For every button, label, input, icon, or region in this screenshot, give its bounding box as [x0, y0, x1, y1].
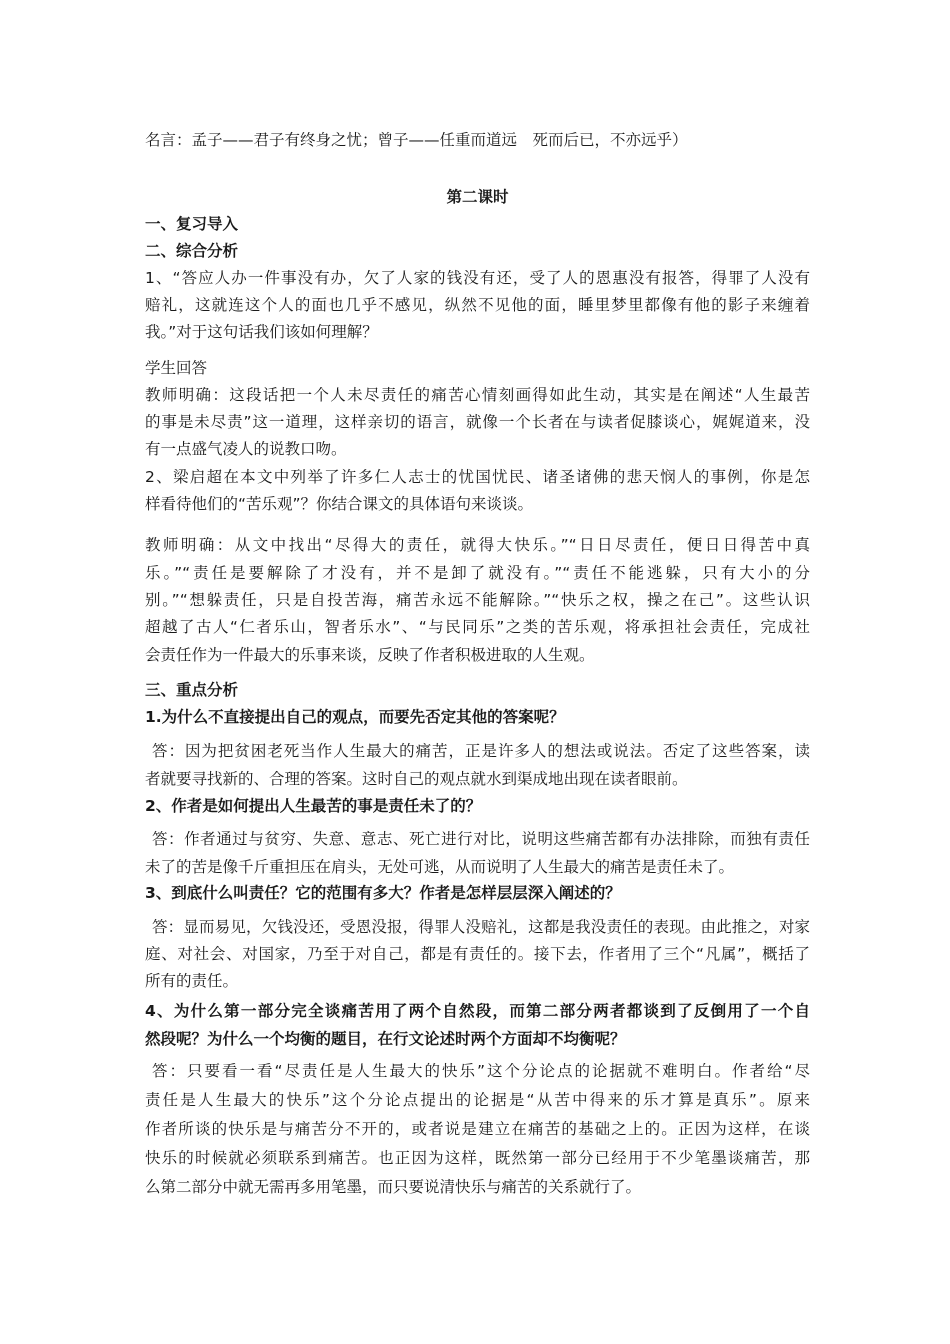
heading-analysis: 二、综合分析	[145, 242, 239, 260]
key-answer-3-line: 庭、对社会、对国家，乃至于对自己，都是有责任的。接下去，作者用了三个“凡属”，概括了	[145, 945, 810, 963]
question-1-line: 1、“答应人办一件事没有办，欠了人家的钱没有还，受了人的恩惠没有报答，得罪了人没有	[145, 269, 810, 287]
key-answer-2-line: 未了的苦是像千斤重担压在肩头，无处可逃，从而说明了人生最大的痛苦是责任未了。	[145, 858, 735, 876]
teacher-answer-1-line: 教师明确：这段话把一个人未尽责任的痛苦心情刻画得如此生动，其实是在阐述“人生最苦	[145, 386, 810, 404]
key-answer-4-line: 作者所谈的快乐是与痛苦分不开的，或者说是建立在痛苦的基础之上的。正因为这样，在谈	[145, 1120, 810, 1138]
teacher-answer-2-line: 教师明确：从文中找出“尽得大的责任，就得大快乐。”“日日尽责任，便日日得苦中真	[145, 536, 810, 554]
heading-key-analysis: 三、重点分析	[145, 681, 239, 699]
key-answer-2-line: 答：作者通过与贫穷、失意、意志、死亡进行对比，说明这些痛苦都有办法排除，而独有责任	[152, 830, 810, 848]
key-answer-4-line: 责任是人生最大的快乐”这个分论点提出的论据是“从苦中得来的乐才算是真乐”。原来	[145, 1091, 810, 1109]
teacher-answer-1-line: 有一点盛气凌人的说教口吻。	[145, 440, 347, 458]
teacher-answer-2-line: 别。”“想躲责任，只是自投苦海，痛苦永远不能解除。”“快乐之权，操之在己”。这些认识	[145, 591, 810, 609]
teacher-answer-2-line: 会责任作为一件最大的乐事来谈，反映了作者积极进取的人生观。	[145, 646, 595, 664]
key-answer-4-line: 快乐的时候就必须联系到痛苦。也正因为这样，既然第一部分已经用于不少笔墨谈痛苦，那	[145, 1149, 810, 1167]
key-question-3: 3、到底什么叫责任？它的范围有多大？作者是怎样层层深入阐述的？	[145, 884, 621, 902]
key-question-2: 2、作者是如何提出人生最苦的事是责任未了的？	[145, 797, 482, 815]
key-answer-3-line: 答：显而易见，欠钱没还，受恩没报，得罪人没赔礼，这都是我没责任的表现。由此推之，对家	[152, 918, 810, 936]
key-answer-4-line: 么第二部分中就无需再多用笔墨，而只要说清快乐与痛苦的关系就行了。	[145, 1178, 642, 1196]
teacher-answer-2-line: 超越了古人“仁者乐山，智者乐水”、“与民同乐”之类的苦乐观，将承担社会责任，完成社	[145, 618, 810, 636]
key-question-4-line: 然段呢？为什么一个均衡的题目，在行文论述时两个方面却不均衡呢？	[145, 1030, 626, 1048]
heading-review: 一、复习导入	[145, 215, 239, 233]
question-2-line: 样看待他们的“苦乐观”？你结合课文的具体语句来谈谈。	[145, 495, 534, 513]
quote-line: 名言：孟子——君子有终身之忧；曾子——任重而道远 死而后已，不亦远乎）	[145, 131, 688, 149]
section-title: 第二课时	[446, 188, 509, 206]
key-answer-4-line: 答：只要看一看“尽责任是人生最大的快乐”这个分论点的论据就不难明白。作者给“尽	[152, 1062, 810, 1080]
key-answer-3-line: 所有的责任。	[145, 972, 239, 990]
question-1-line: 赔礼，这就连这个人的面也几乎不感见，纵然不见他的面，睡里梦里都像有他的影子来缠着	[145, 296, 810, 314]
student-answer-label: 学生回答	[145, 359, 208, 377]
key-answer-1-line: 答：因为把贫困老死当作人生最大的痛苦，正是许多人的想法或说法。否定了这些答案，读	[152, 742, 810, 760]
key-answer-1-line: 者就要寻找新的、合理的答案。这时自己的观点就水到渠成地出现在读者眼前。	[145, 770, 688, 788]
key-question-1: 1.为什么不直接提出自己的观点，而要先否定其他的答案呢？	[145, 708, 565, 726]
question-1-line: 我。”对于这句话我们该如何理解？	[145, 323, 378, 341]
key-question-4-line: 4、为什么第一部分完全谈痛苦用了两个自然段，而第二部分两者都谈到了反倒用了一个自	[145, 1002, 810, 1020]
question-2-line: 2、梁启超在本文中列举了许多仁人志士的忧国忧民、诸圣诸佛的悲天悯人的事例，你是怎	[145, 468, 810, 486]
teacher-answer-2-line: 乐。”“责任是要解除了才没有，并不是卸了就没有。”“责任不能逃躲，只有大小的分	[145, 564, 810, 582]
teacher-answer-1-line: 的事是未尽责”这一道理，这样亲切的语言，就像一个长者在与读者促膝谈心，娓娓道来，没	[145, 413, 810, 431]
